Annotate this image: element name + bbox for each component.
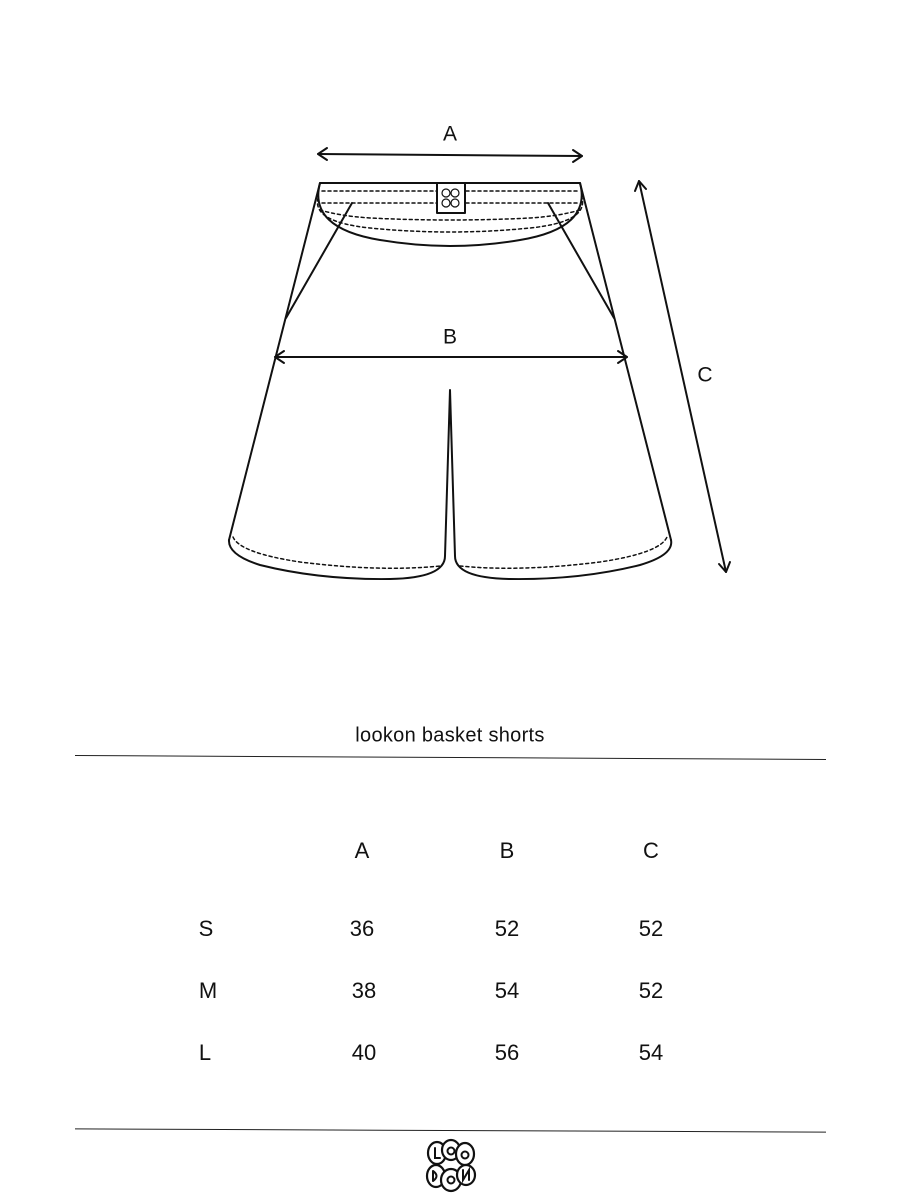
measure-b-label: B bbox=[442, 325, 458, 349]
row-size-label: S bbox=[198, 916, 214, 941]
row-value-b: 52 bbox=[494, 916, 520, 941]
right-pocket-seam bbox=[548, 203, 614, 318]
waistband-tag bbox=[437, 183, 465, 213]
header-c: C bbox=[643, 838, 659, 863]
shorts-outline bbox=[229, 183, 671, 579]
left-pocket-seam bbox=[286, 203, 352, 318]
lookon-bubble-logo-icon bbox=[423, 1138, 479, 1194]
row-value-a: 36 bbox=[349, 916, 375, 941]
bottom-divider bbox=[75, 1128, 826, 1132]
measure-c-arrow bbox=[635, 181, 730, 572]
row-value-b: 54 bbox=[494, 978, 520, 1003]
measure-c-label: C bbox=[697, 363, 713, 387]
row-value-a: 40 bbox=[351, 1040, 377, 1065]
row-value-c: 52 bbox=[638, 916, 664, 941]
row-size-label: M bbox=[198, 978, 218, 1003]
product-title: lookon basket shorts bbox=[355, 724, 545, 747]
row-value-c: 54 bbox=[638, 1040, 664, 1065]
row-value-b: 56 bbox=[494, 1040, 520, 1065]
row-value-c: 52 bbox=[638, 978, 664, 1003]
row-value-a: 38 bbox=[351, 978, 377, 1003]
header-a: A bbox=[354, 838, 370, 863]
header-b: B bbox=[499, 838, 515, 863]
measure-a-label: A bbox=[442, 122, 458, 146]
measure-b-arrow bbox=[275, 351, 627, 363]
row-size-label: L bbox=[198, 1040, 212, 1065]
top-divider bbox=[75, 755, 826, 760]
measure-a-arrow bbox=[318, 148, 582, 162]
